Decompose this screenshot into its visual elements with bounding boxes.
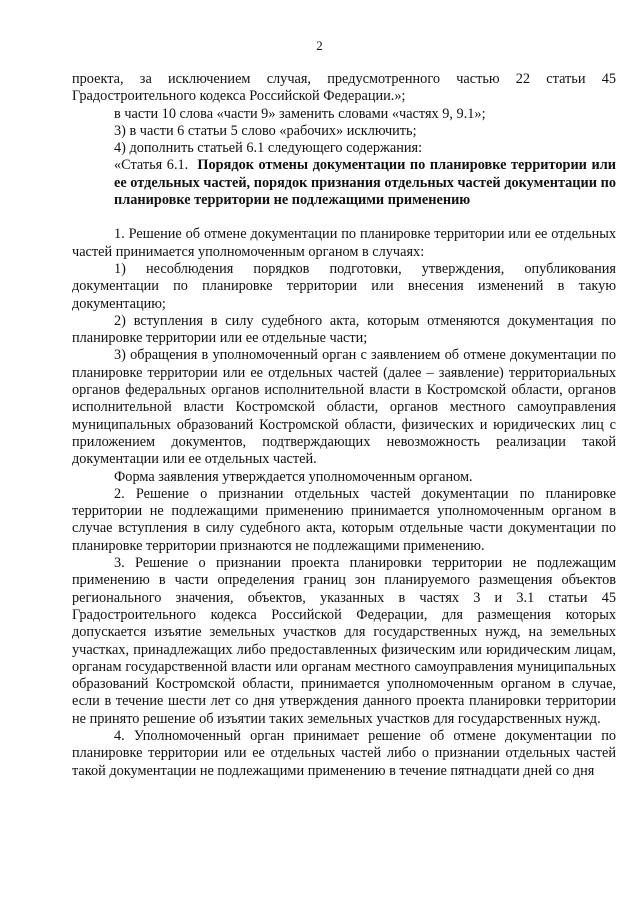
clause-1-item-2: 2) вступления в силу судебного акта, которым отменяются документация по планировке территории или ее отдельные части; [72, 312, 616, 347]
paragraph-amendment-4: 4) дополнить статьей 6.1 следующего содержания: [114, 140, 423, 157]
clause-1: 1. Решение об отмене документации по планировке территории или ее отдельных частей принимается уполномоченным органом в случаях: [72, 226, 616, 260]
paragraph-continuation: проекта, за исключением случая, предусмотренного частью 22 статьи 45 Градостроительного кодекса Российской Федерации.»; [72, 71, 616, 105]
clause-4: 4. Уполномоченный орган принимает решение об отмене документации по планировке территории или ее отдельных частей либо о признании отдельных частей такой документации не подлежащими применению в течение пятнадцати дней со дня [72, 727, 616, 779]
page-number: 2 [316, 38, 323, 53]
article-heading [72, 157, 616, 209]
clause-1-item-1: 1) несоблюдения порядков подготовки, утверждения, опубликования документации по планировке территории или внесения изменений в такую документацию; [72, 260, 616, 312]
article-title: Порядок отмены документации по планировке территории или ее отдельных частей, порядок признания отдельных частей документации по планировке территории не подлежащими применению [114, 157, 616, 209]
document-body [72, 71, 616, 780]
clause-3: 3. Решение о признании проекта планировки территории не подлежащим применению в части определения границ зон планируемого размещения объектов регионального значения, объектов, указанных в частях 3 и 3.1 статьи 45 Градостроительного кодекса Российской Федерации, для размещения которых допускается изъятие земельных участков для государственных нужд, на земельных участках, принадлежащих либо предоставленных физическим или юридическим лицам, органам государственной власти или органам местного самоуправления муниципальных образований Костромской области, принимается уполномоченным органом в случае, если в течение шести лет со дня утверждения данного проекта планировки территории не принято решение об изъятии таких земельных участков для государственных нужд. [72, 555, 616, 727]
clause-1-form-note: Форма заявления утверждается уполномоченным органом. [114, 468, 473, 485]
clause-2: 2. Решение о признании отдельных частей документации по планировке территории не подлежащими применению принимается уполномоченным органом в случае вступления в силу судебного акта, которым отдельные части документации по планировке территории признаются не подлежащими применению. [72, 485, 616, 554]
paragraph-amendment-part10: в части 10 слова «части 9» заменить словами «частях 9, 9.1»; [114, 105, 486, 122]
article-number: «Статья 6.1. [114, 157, 189, 174]
clause-1-item-3: 3) обращения в уполномоченный орган с заявлением об отмене документации по планировке территории или ее отдельных частей (далее – заявление) территориальных органов федеральных органов исполнительной власти в Костромской области, органов исполнительной власти Костромской области, органов местного самоуправления муниципальных образований Костромской области, физических и юридических лиц с приложением документов, подтверждающих невозможность реализации такой документации или ее отдельных частей. [72, 347, 616, 468]
paragraph-amendment-3: 3) в части 6 статьи 5 слово «рабочих» исключить; [114, 122, 417, 139]
